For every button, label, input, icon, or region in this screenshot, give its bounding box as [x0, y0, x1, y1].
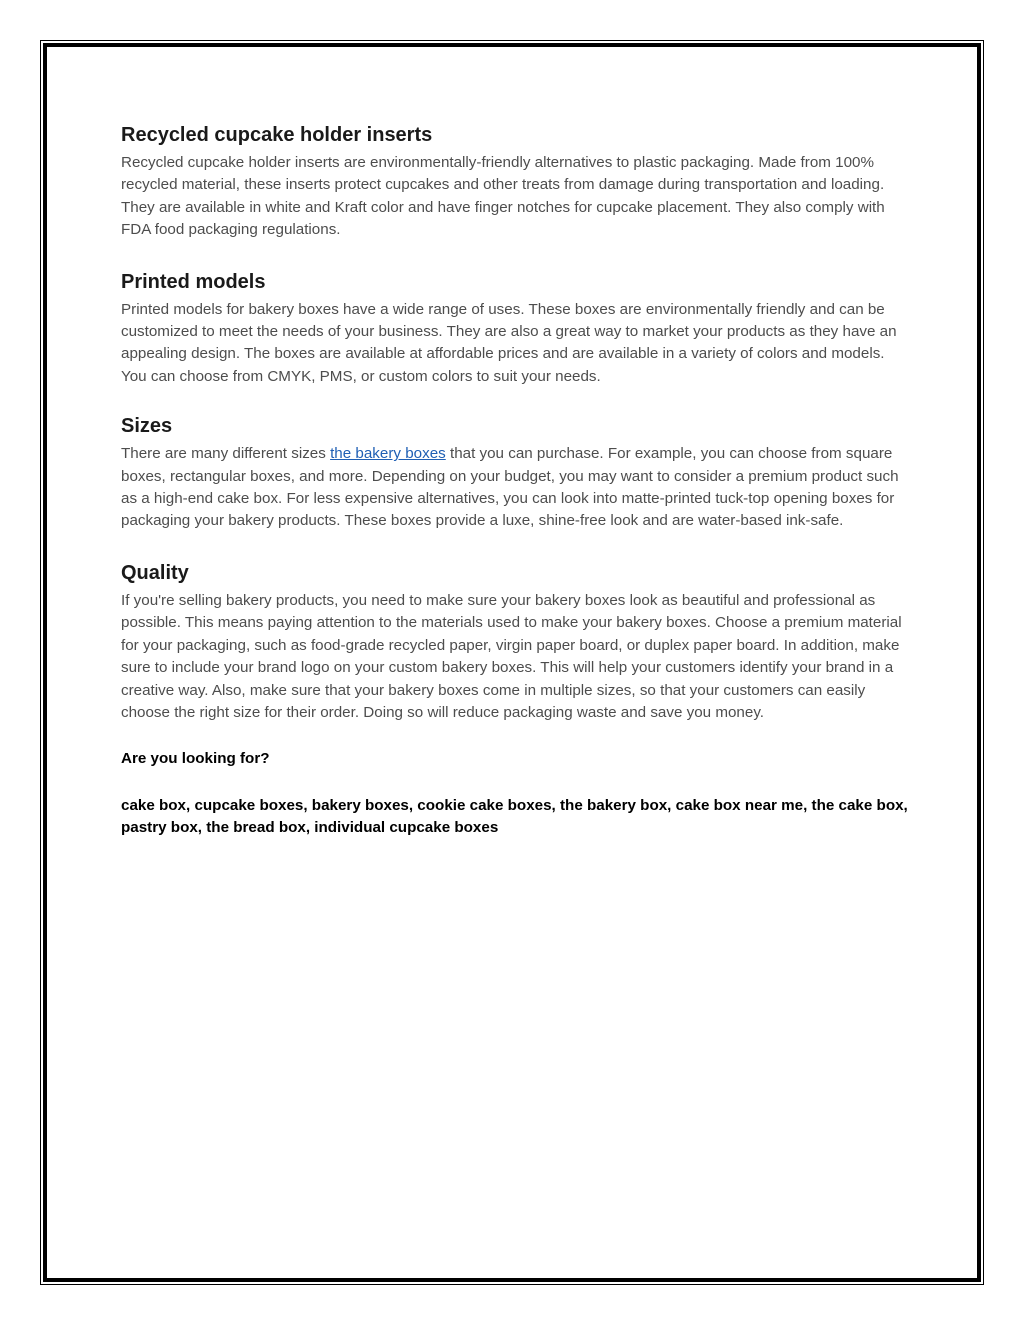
sizes-text-before: There are many different sizes [121, 445, 331, 463]
section-paragraph-sizes [121, 443, 911, 533]
bakery-boxes-link[interactable]: the bakery boxes [330, 445, 446, 463]
keywords-list: cake box, cupcake boxes, bakery boxes, cookie cake boxes, the bakery box, cake box near me, the cake box, pastry box, the bread box, individual cupcake boxes [121, 796, 908, 837]
document-content [121, 118, 911, 855]
section-paragraph-recycled-inserts: Recycled cupcake holder inserts are environmentally-friendly alternatives to plastic packaging. Made from 100% recycled material, these inserts protect cupcakes and other treats from damage during transportation and loading. They are available in white and Kraft color and have finger notches for cupcake placement. They also comply with FDA food packaging regulations. [121, 154, 885, 239]
section-paragraph-quality: If you're selling bakery products, you need to make sure your bakery boxes look as beautiful and professional as possible. This means paying attention to the materials used to make your bakery boxes. Choose a premium material for your packaging, such as food-grade recycled paper, virgin paper board, or duplex paper board. In addition, make sure to include your brand logo on your custom bakery boxes. This will help your customers identify your brand in a creative way. Also, make sure that your bakery boxes come in multiple sizes, so that your customers can easily choose the right size for their order. Doing so will reduce packaging waste and save you money. [121, 591, 902, 721]
section-paragraph-printed-models: Printed models for bakery boxes have a wide range of uses. These boxes are environmentally friendly and can be customized to meet the needs of your business. They are also a great way to market your products as they have an appealing design. The boxes are available at affordable prices and are available in a variety of colors and models. You can choose from CMYK, PMS, or custom colors to suit your needs. [121, 300, 897, 385]
sizes-text-after: that you can purchase. For example, you can choose from square boxes, rectangular boxes, and more. Depending on your budget, you may want to consider a premium product such as a high-end cake box. For less expensive alternatives, you can look into matte-printed tuck-top opening boxes for packaging your bakery products. These boxes provide a luxe, shine-free look and are water-based ink-safe. [121, 445, 899, 530]
section-heading-recycled-inserts: Recycled cupcake holder inserts [121, 124, 433, 146]
looking-for-label: Are you looking for? [121, 750, 270, 768]
section-heading-printed-models: Printed models [121, 270, 266, 293]
section-heading-quality: Quality [121, 561, 189, 584]
section-heading-sizes: Sizes [121, 415, 173, 438]
